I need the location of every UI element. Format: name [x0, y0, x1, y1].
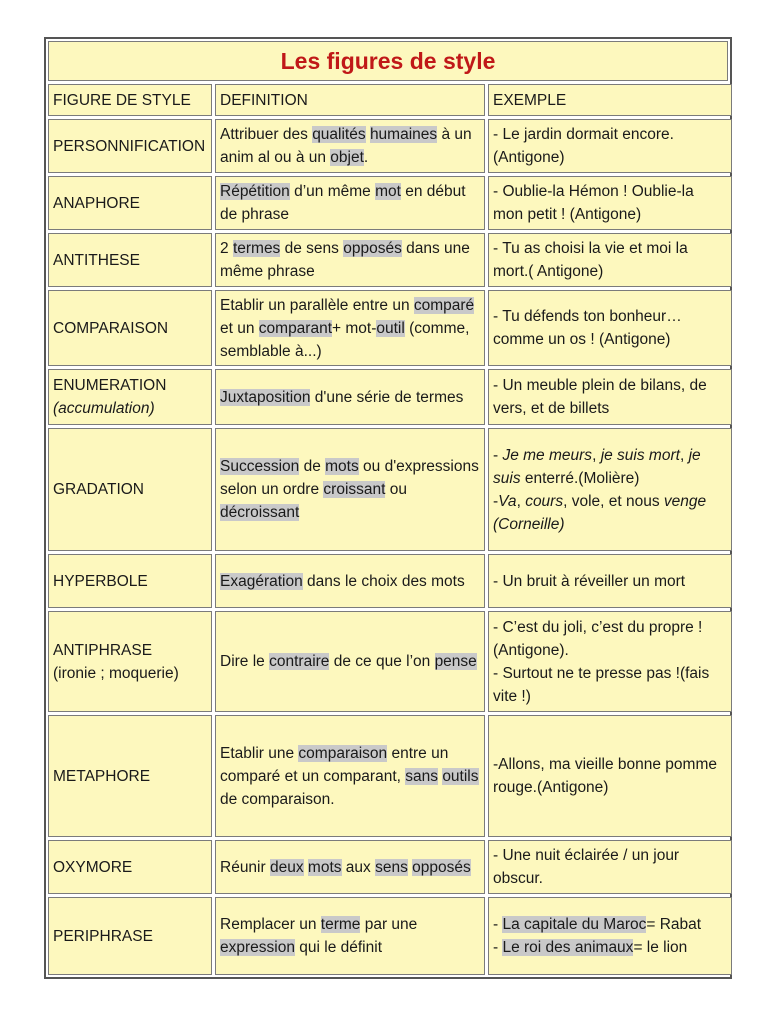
figure-cell — [48, 233, 212, 287]
example-cell — [488, 119, 732, 173]
figure-cell — [48, 428, 212, 551]
definition-text: dans le choix des mots — [302, 572, 465, 590]
definition-text: à un anim al ou à un — [220, 126, 472, 166]
example-cell — [488, 428, 732, 551]
definition-text: d'une série de termes — [310, 388, 464, 406]
table-row — [48, 611, 728, 712]
example-cell — [488, 233, 732, 287]
definition-text: sens — [375, 858, 408, 876]
example-text: venge (Corneille) — [493, 492, 707, 533]
definition-text: termes — [232, 240, 281, 257]
definition-text: Juxtaposition — [220, 388, 311, 406]
table-row — [48, 176, 728, 230]
example-text: - — [493, 446, 503, 464]
definition-text: et un — [220, 319, 259, 337]
figure-cell — [48, 119, 212, 173]
table-row — [48, 369, 728, 425]
definition-text: 2 — [220, 240, 233, 257]
figure-text: ENUMERATION — [53, 377, 167, 394]
definition-text: qui le définit — [294, 939, 382, 956]
example-text: je suis mort — [600, 446, 680, 464]
definition-text: d’un même — [289, 183, 376, 200]
definition-text: par une — [360, 916, 418, 933]
definition-text: Attribuer des — [220, 126, 313, 143]
table-row — [48, 428, 728, 551]
example-text: -Allons, ma vieille bonne pomme rouge.(Antigone) — [493, 756, 717, 796]
definition-text: Répétition — [220, 183, 290, 200]
example-text: - Oublie-la Hémon ! Oublie-la mon petit ! (Antigone) — [493, 183, 694, 223]
example-text: - — [493, 492, 499, 510]
figure-text: METAPHORE — [53, 767, 151, 785]
definition-text: comparé — [413, 296, 475, 314]
definition-text: ou — [385, 481, 407, 498]
definition-text: qualités — [312, 126, 366, 143]
definition-cell — [215, 840, 485, 894]
example-text: - Une nuit éclairée / un jour obscur. — [493, 847, 680, 887]
table-row — [48, 119, 728, 173]
definition-cell — [215, 715, 485, 837]
definition-text: ou d'expressions selon un ordre — [220, 458, 479, 498]
example-text: , — [516, 492, 526, 510]
example-cell — [488, 290, 732, 366]
figure-text: ANTITHESE — [53, 251, 140, 269]
figure-cell — [48, 554, 212, 608]
definition-text: . — [363, 149, 369, 166]
definition-text: comparaison — [298, 744, 388, 762]
example-text: - — [493, 939, 503, 956]
figure-cell — [48, 897, 212, 975]
definition-text: sans — [405, 767, 438, 785]
figure-text: (accumulation) — [53, 400, 155, 417]
example-text: Je me meurs — [502, 446, 593, 464]
definition-text: entre un comparé et un comparant, — [220, 744, 449, 785]
definition-text: deux — [269, 858, 304, 876]
definition-text: de — [299, 458, 326, 475]
figure-cell — [48, 715, 212, 837]
definition-text: Dire le — [220, 653, 270, 670]
definition-text: (comme, semblable à...) — [220, 319, 470, 360]
definition-cell — [215, 290, 485, 366]
example-text: La capitale du Maroc — [502, 916, 647, 933]
definition-text: de sens — [280, 240, 344, 257]
example-text: = le lion — [633, 939, 688, 956]
example-text: = Rabat — [646, 916, 702, 933]
definition-text: outils — [442, 767, 479, 785]
header-definition-label: DEFINITION — [220, 91, 308, 109]
figure-cell — [48, 840, 212, 894]
example-text: Le roi des animaux — [502, 939, 634, 956]
example-text: , vole, et nous — [563, 492, 664, 510]
table-row — [48, 897, 728, 975]
definition-text: croissant — [323, 481, 386, 498]
definition-text: dans une même phrase — [220, 240, 470, 280]
definition-text: Remplacer un — [220, 916, 321, 933]
table-row — [48, 233, 728, 287]
figure-cell — [48, 290, 212, 366]
definition-text: humaines — [369, 126, 438, 143]
definition-text: Succession — [220, 458, 300, 475]
header-example-label: EXEMPLE — [493, 91, 567, 109]
definition-cell — [215, 176, 485, 230]
definition-text: + mot- — [332, 319, 377, 337]
definition-text: Réunir — [220, 858, 270, 876]
example-cell — [488, 554, 732, 608]
table-row — [48, 715, 728, 837]
definition-text: objet — [330, 149, 364, 166]
figure-text: ANTIPHRASE — [53, 641, 153, 659]
definition-text: pense — [434, 653, 477, 670]
definition-text: de ce que l’on — [329, 653, 435, 670]
definition-text: décroissant — [220, 504, 300, 521]
example-cell — [488, 369, 732, 425]
definition-text: de comparaison. — [220, 790, 335, 808]
example-text: cours — [525, 492, 564, 510]
example-text: - — [493, 916, 503, 933]
definition-cell — [215, 611, 485, 712]
example-text: - C’est du joli, c’est du propre ! (Antigone). — [493, 618, 703, 659]
definition-text: opposés — [412, 858, 471, 876]
figure-text: (ironie ; moquerie) — [53, 664, 179, 682]
table-row — [48, 290, 728, 366]
example-cell — [488, 897, 732, 975]
example-text: enterré.(Molière) — [520, 469, 640, 487]
header-figure — [48, 84, 212, 116]
definition-text: comparant — [258, 319, 333, 337]
figure-text: HYPERBOLE — [53, 572, 148, 590]
figure-text: ANAPHORE — [53, 194, 140, 212]
header-definition — [215, 84, 485, 116]
example-cell — [488, 840, 732, 894]
example-text: je suis — [493, 446, 701, 487]
definition-cell — [215, 897, 485, 975]
figure-cell — [48, 176, 212, 230]
example-text: - Tu as choisi la vie et moi la mort.( Antigone) — [493, 240, 688, 280]
figure-text: COMPARAISON — [53, 319, 169, 337]
header-row — [48, 84, 728, 116]
example-text: - Un bruit à réveiller un mort — [493, 572, 686, 590]
definition-cell — [215, 369, 485, 425]
definition-text: en début de phrase — [220, 183, 466, 223]
definition-text: opposés — [343, 240, 402, 257]
definition-text: Etablir un parallèle entre un — [220, 296, 414, 314]
definition-text: mots — [325, 458, 359, 475]
definition-text: terme — [320, 916, 361, 933]
definition-text: Exagération — [220, 572, 303, 590]
example-text: Va — [498, 492, 517, 510]
example-text: - Tu défends ton bonheur…comme un os ! (Antigone) — [493, 308, 682, 348]
example-text: - Surtout ne te presse pas !(fais vite !) — [493, 664, 710, 705]
table-row — [48, 840, 728, 894]
definition-text: mot — [375, 183, 401, 200]
example-cell — [488, 715, 732, 837]
figure-cell — [48, 611, 212, 712]
definition-cell — [215, 428, 485, 551]
figure-text: PERIPHRASE — [53, 927, 153, 945]
figure-text: OXYMORE — [53, 858, 133, 876]
definition-text: expression — [220, 939, 295, 956]
table-row — [48, 554, 728, 608]
header-figure-label: FIGURE DE STYLE — [53, 91, 191, 109]
example-cell — [488, 176, 732, 230]
definition-cell — [215, 554, 485, 608]
figure-cell — [48, 369, 212, 425]
definition-text: mots — [307, 858, 342, 876]
definition-cell — [215, 119, 485, 173]
definition-text: contraire — [269, 653, 330, 670]
figures-table — [44, 37, 732, 979]
definition-text: Etablir une — [220, 744, 299, 762]
header-example — [488, 84, 732, 116]
example-text: , — [679, 446, 689, 464]
example-text: - Un meuble plein de bilans, de vers, et de billets — [493, 377, 707, 417]
table-title: Les figures de style — [48, 41, 728, 81]
example-text: - Le jardin dormait encore. (Antigone) — [493, 126, 674, 166]
definition-text: outil — [376, 319, 405, 337]
figure-text: PERSONNIFICATION — [53, 137, 206, 155]
definition-text: aux — [341, 858, 376, 876]
figure-text: GRADATION — [53, 481, 144, 498]
example-text: , — [592, 446, 601, 464]
definition-cell — [215, 233, 485, 287]
example-cell — [488, 611, 732, 712]
